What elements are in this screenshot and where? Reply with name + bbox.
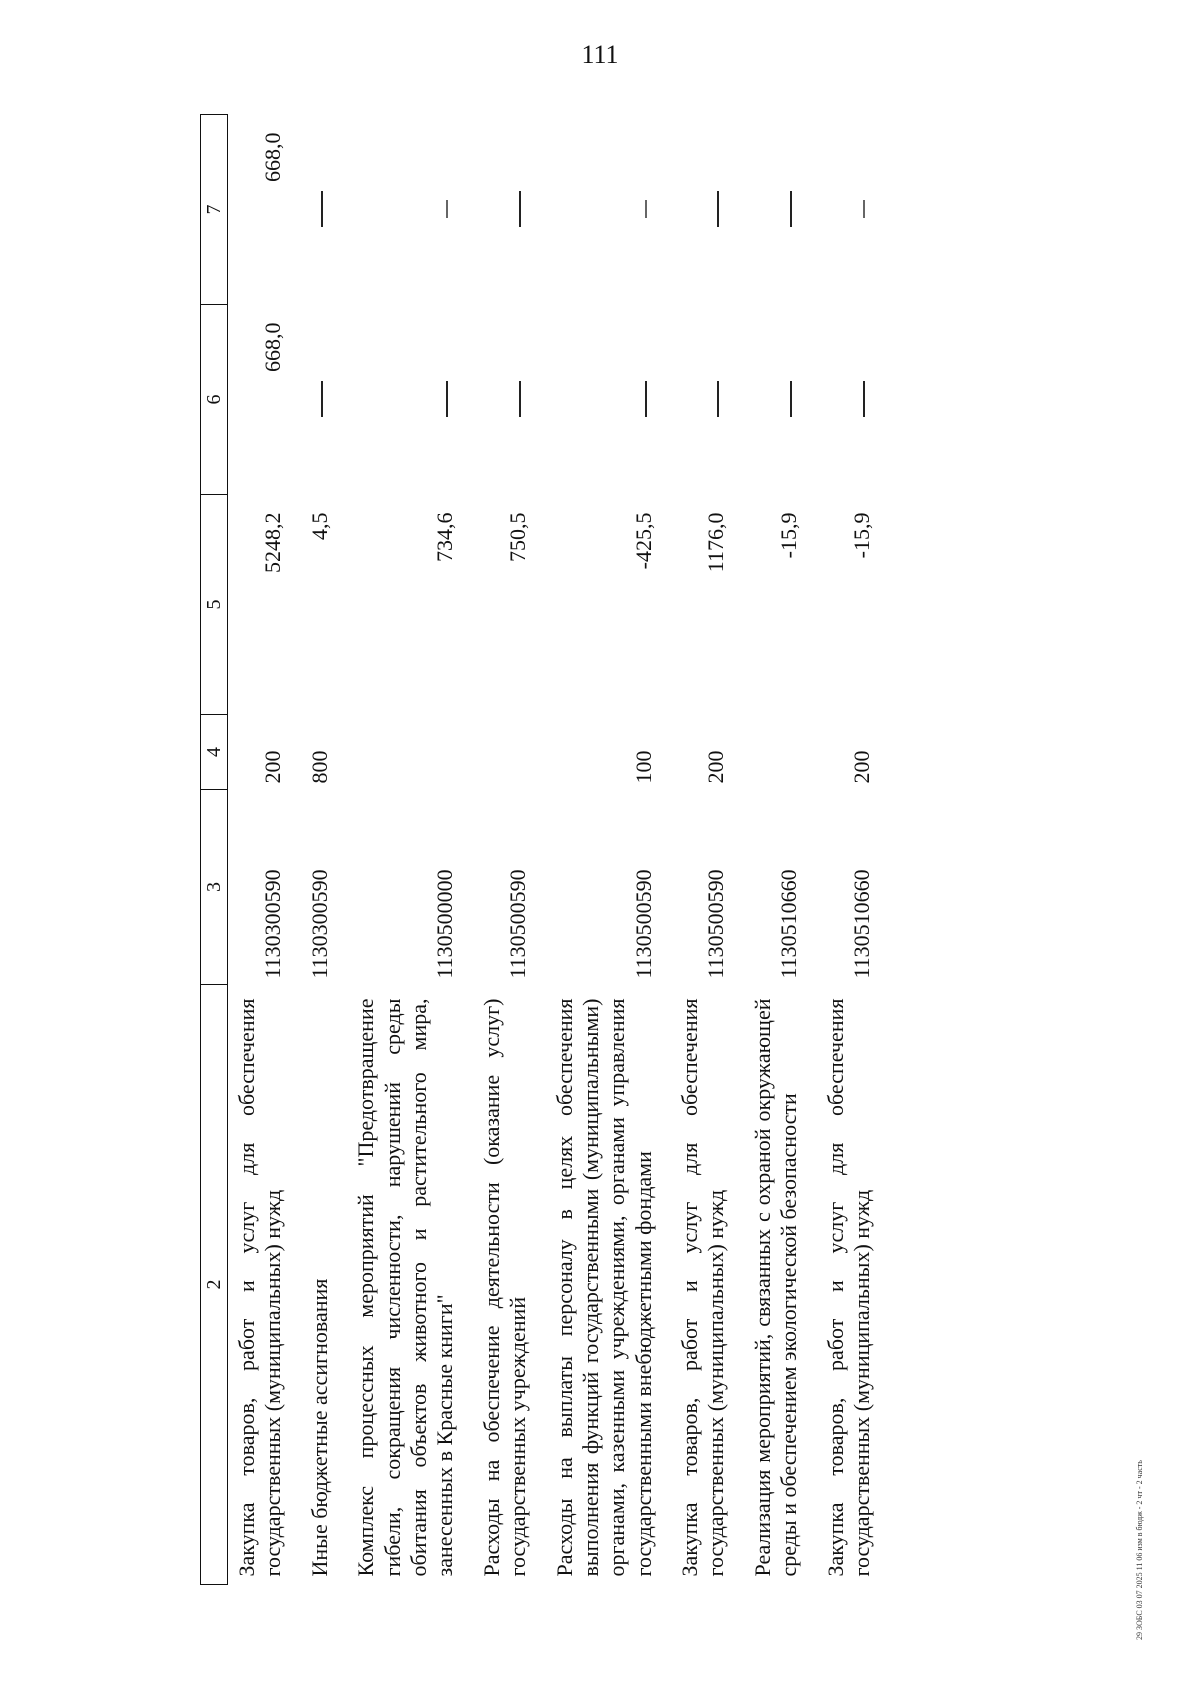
row-value-2026-cell bbox=[473, 305, 546, 495]
column-header-6: 6 bbox=[201, 305, 228, 495]
row-value-2027-cell bbox=[671, 115, 744, 305]
empty-value-dash bbox=[790, 382, 792, 418]
table-row bbox=[473, 115, 546, 1585]
row-kind-cell: 200 bbox=[260, 750, 286, 784]
column-header-3: 3 bbox=[201, 790, 228, 985]
row-code-cell: 1130510660 bbox=[849, 869, 875, 979]
empty-value-dash bbox=[790, 192, 792, 228]
row-value-2025-cell: 1176,0 bbox=[703, 512, 729, 573]
row-code-cell: 1130300590 bbox=[260, 869, 286, 979]
row-name-cell: Иные бюджетные ассигнования bbox=[306, 1278, 332, 1577]
row-value-2026-cell bbox=[301, 305, 347, 495]
row-name-cell: Расходы на обеспечение деятельности (оказание услуг) государственных учреждений bbox=[478, 998, 531, 1577]
column-header-row bbox=[201, 115, 228, 1585]
row-kind-cell: 200 bbox=[849, 750, 875, 784]
row-value-2027-cell bbox=[347, 115, 473, 305]
column-header-5: 5 bbox=[201, 495, 228, 715]
row-value-2025-cell: -425,5 bbox=[630, 512, 656, 570]
footer-note: 29 ЗОБС 03 07 2025 11 06 изм в бюдж - 2 чт - 2 часть bbox=[1135, 1460, 1144, 1640]
table-row bbox=[817, 115, 890, 1585]
row-value-2026-cell bbox=[347, 305, 473, 495]
row-name-cell: Реализация мероприятий, связанных с охраной окружающей среды и обеспечением экологической безопасности bbox=[749, 998, 802, 1577]
empty-value-dash bbox=[717, 192, 719, 228]
row-kind-cell: 100 bbox=[630, 750, 656, 784]
empty-value-dash bbox=[321, 382, 323, 418]
row-kind-cell bbox=[347, 715, 473, 790]
row-value-2025-cell: -15,9 bbox=[849, 512, 875, 559]
row-value-2027-cell bbox=[817, 115, 890, 305]
row-value-2025-cell: 734,6 bbox=[432, 512, 458, 562]
row-code-cell: 1130500590 bbox=[630, 869, 656, 979]
row-value-2027-cell bbox=[473, 115, 546, 305]
empty-value-dash bbox=[863, 201, 865, 219]
empty-value-dash bbox=[717, 382, 719, 418]
page-number: 111 bbox=[581, 40, 619, 69]
table-row bbox=[347, 115, 473, 1585]
table-row bbox=[228, 115, 301, 1585]
row-value-2026-cell bbox=[817, 305, 890, 495]
row-value-2025-cell: -15,9 bbox=[776, 512, 802, 559]
row-value-2025-cell: 750,5 bbox=[505, 512, 531, 562]
column-header-4: 4 bbox=[201, 715, 228, 790]
row-value-2026-cell bbox=[744, 305, 817, 495]
empty-value-dash bbox=[446, 201, 448, 219]
empty-value-dash bbox=[321, 192, 323, 228]
empty-value-dash bbox=[645, 382, 647, 418]
row-name-cell: Закупка товаров, работ и услуг для обеспечения государственных (муниципальных) нужд bbox=[822, 998, 875, 1577]
row-kind-cell: 200 bbox=[703, 750, 729, 784]
row-kind-cell: 800 bbox=[306, 750, 332, 784]
column-header-2: 2 bbox=[201, 985, 228, 1585]
empty-value-dash bbox=[645, 201, 647, 219]
row-value-2027-cell bbox=[301, 115, 347, 305]
budget-table-body bbox=[228, 115, 890, 1585]
row-value-2026-cell: 668,0 bbox=[260, 322, 286, 372]
table-row bbox=[546, 115, 672, 1585]
budget-table bbox=[200, 114, 889, 1585]
row-name-cell: Закупка товаров, работ и услуг для обеспечения государственных (муниципальных) нужд bbox=[677, 998, 729, 1577]
row-value-2027-cell bbox=[744, 115, 817, 305]
row-kind-cell bbox=[744, 715, 817, 790]
empty-value-dash bbox=[519, 192, 521, 228]
table-row bbox=[671, 115, 744, 1585]
row-value-2027-cell bbox=[546, 115, 672, 305]
row-name-cell: Закупка товаров, работ и услуг для обеспечения государственных (муниципальных) нужд bbox=[234, 998, 286, 1577]
row-kind-cell bbox=[473, 715, 546, 790]
row-value-2026-cell bbox=[671, 305, 744, 495]
row-value-2027-cell: 668,0 bbox=[260, 132, 286, 182]
table-row bbox=[301, 115, 347, 1585]
row-value-2026-cell bbox=[546, 305, 672, 495]
empty-value-dash bbox=[519, 382, 521, 418]
row-code-cell: 1130500000 bbox=[432, 869, 458, 979]
column-header-7: 7 bbox=[201, 115, 228, 305]
row-code-cell: 1130500590 bbox=[703, 869, 729, 979]
row-code-cell: 1130300590 bbox=[306, 869, 332, 979]
empty-value-dash bbox=[863, 382, 865, 418]
row-code-cell: 1130500590 bbox=[505, 869, 531, 979]
row-name-cell: Комплекс процессных мероприятий "Предотвращение гибели, сокращения численности, нарушений среды обитания объектов животного и растительного мира, занесенных в Красные книги" bbox=[353, 998, 458, 1577]
row-code-cell: 1130510660 bbox=[776, 869, 802, 979]
budget-table-sheet bbox=[200, 115, 1080, 1585]
row-name-cell: Расходы на выплаты персоналу в целях обеспечения выполнения функций государственными (муниципальными) органами, казенными учреждениями, органами управления государственными внебюджетными фондами bbox=[551, 998, 656, 1577]
table-row bbox=[744, 115, 817, 1585]
empty-value-dash bbox=[446, 382, 448, 418]
row-value-2025-cell: 4,5 bbox=[306, 512, 332, 540]
row-value-2025-cell: 5248,2 bbox=[260, 512, 286, 573]
